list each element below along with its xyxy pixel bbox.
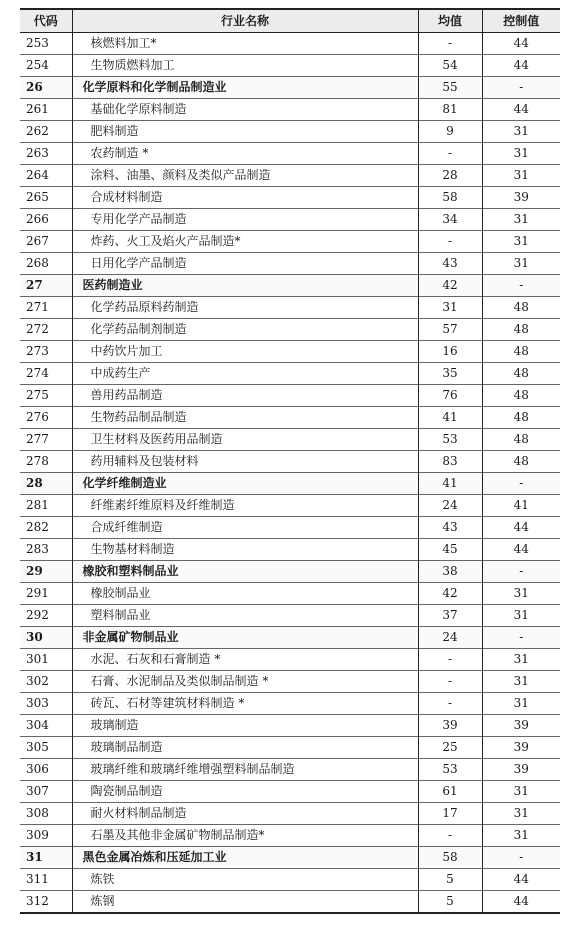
- row-avg: 5: [418, 869, 482, 891]
- row-avg: 41: [418, 473, 482, 495]
- row-code: 267: [20, 231, 72, 253]
- row-avg: -: [418, 33, 482, 55]
- row-ctrl: 44: [482, 869, 560, 891]
- row-ctrl: 48: [482, 407, 560, 429]
- row-ctrl: -: [482, 77, 560, 99]
- row-avg: 81: [418, 99, 482, 121]
- row-name: 生物质燃料加工: [72, 55, 418, 77]
- row-name: 合成材料制造: [72, 187, 418, 209]
- header-ctrl: 控制值: [482, 9, 560, 33]
- row-ctrl: 31: [482, 605, 560, 627]
- row-code: 272: [20, 319, 72, 341]
- row-ctrl: -: [482, 275, 560, 297]
- row-avg: 5: [418, 891, 482, 914]
- row-name: 黑色金属冶炼和压延加工业: [72, 847, 418, 869]
- row-code: 291: [20, 583, 72, 605]
- row-ctrl: 31: [482, 165, 560, 187]
- row-name: 涂料、油墨、颜料及类似产品制造: [72, 165, 418, 187]
- row-code: 281: [20, 495, 72, 517]
- row-ctrl: 48: [482, 319, 560, 341]
- category-row: [20, 627, 560, 649]
- table-row: [20, 539, 560, 561]
- row-name: 化学纤维制造业: [72, 473, 418, 495]
- table-row: [20, 385, 560, 407]
- row-code: 306: [20, 759, 72, 781]
- row-code: 303: [20, 693, 72, 715]
- row-code: 307: [20, 781, 72, 803]
- row-avg: 53: [418, 429, 482, 451]
- row-code: 254: [20, 55, 72, 77]
- row-avg: 38: [418, 561, 482, 583]
- row-avg: 43: [418, 253, 482, 275]
- row-avg: -: [418, 649, 482, 671]
- table-row: [20, 495, 560, 517]
- row-name: 炼钢: [72, 891, 418, 914]
- table-row: [20, 429, 560, 451]
- row-code: 31: [20, 847, 72, 869]
- row-avg: 28: [418, 165, 482, 187]
- row-code: 304: [20, 715, 72, 737]
- table-row: [20, 407, 560, 429]
- row-code: 292: [20, 605, 72, 627]
- row-avg: 25: [418, 737, 482, 759]
- row-code: 29: [20, 561, 72, 583]
- category-row: [20, 473, 560, 495]
- table-row: [20, 231, 560, 253]
- row-name: 化学药品制剂制造: [72, 319, 418, 341]
- row-code: 308: [20, 803, 72, 825]
- row-ctrl: 31: [482, 649, 560, 671]
- row-name: 纤维素纤维原料及纤维制造: [72, 495, 418, 517]
- row-avg: 83: [418, 451, 482, 473]
- row-avg: 34: [418, 209, 482, 231]
- row-code: 27: [20, 275, 72, 297]
- row-code: 278: [20, 451, 72, 473]
- row-avg: -: [418, 231, 482, 253]
- row-avg: 24: [418, 627, 482, 649]
- table-row: [20, 891, 560, 914]
- row-ctrl: 48: [482, 451, 560, 473]
- row-ctrl: 39: [482, 759, 560, 781]
- row-name: 化学药品原料药制造: [72, 297, 418, 319]
- row-ctrl: -: [482, 561, 560, 583]
- row-ctrl: 44: [482, 33, 560, 55]
- row-name: 医药制造业: [72, 275, 418, 297]
- row-name: 橡胶和塑料制品业: [72, 561, 418, 583]
- row-name: 炸药、火工及焰火产品制造*: [72, 231, 418, 253]
- row-ctrl: -: [482, 627, 560, 649]
- row-ctrl: -: [482, 473, 560, 495]
- table-row: [20, 737, 560, 759]
- table-row: [20, 55, 560, 77]
- row-avg: -: [418, 825, 482, 847]
- row-code: 261: [20, 99, 72, 121]
- row-ctrl: 31: [482, 583, 560, 605]
- table-row: [20, 583, 560, 605]
- table-row: [20, 341, 560, 363]
- row-avg: 24: [418, 495, 482, 517]
- row-avg: 45: [418, 539, 482, 561]
- row-ctrl: 31: [482, 209, 560, 231]
- table-row: [20, 253, 560, 275]
- row-name: 耐火材料制品制造: [72, 803, 418, 825]
- row-name: 中成药生产: [72, 363, 418, 385]
- row-code: 277: [20, 429, 72, 451]
- row-avg: 42: [418, 275, 482, 297]
- row-name: 玻璃制品制造: [72, 737, 418, 759]
- table-row: [20, 187, 560, 209]
- table-row: [20, 869, 560, 891]
- header-row: [20, 9, 560, 33]
- row-avg: 61: [418, 781, 482, 803]
- table-row: [20, 693, 560, 715]
- row-code: 276: [20, 407, 72, 429]
- row-ctrl: 44: [482, 539, 560, 561]
- row-name: 石膏、水泥制品及类似制品制造 *: [72, 671, 418, 693]
- table-row: [20, 517, 560, 539]
- row-code: 283: [20, 539, 72, 561]
- table-row: [20, 319, 560, 341]
- row-ctrl: 31: [482, 825, 560, 847]
- row-avg: 17: [418, 803, 482, 825]
- row-ctrl: 31: [482, 231, 560, 253]
- row-ctrl: 31: [482, 143, 560, 165]
- row-ctrl: 48: [482, 297, 560, 319]
- row-name: 石墨及其他非金属矿物制品制造*: [72, 825, 418, 847]
- table-row: [20, 781, 560, 803]
- row-avg: 42: [418, 583, 482, 605]
- row-avg: 76: [418, 385, 482, 407]
- row-ctrl: 31: [482, 803, 560, 825]
- table-header: [20, 9, 560, 33]
- row-avg: 31: [418, 297, 482, 319]
- row-ctrl: -: [482, 847, 560, 869]
- industry-table: [20, 8, 560, 914]
- table-row: [20, 825, 560, 847]
- row-name: 专用化学产品制造: [72, 209, 418, 231]
- row-ctrl: 31: [482, 781, 560, 803]
- row-ctrl: 48: [482, 341, 560, 363]
- row-avg: 58: [418, 847, 482, 869]
- row-ctrl: 44: [482, 99, 560, 121]
- row-code: 302: [20, 671, 72, 693]
- table-row: [20, 363, 560, 385]
- row-name: 塑料制品业: [72, 605, 418, 627]
- table-row: [20, 121, 560, 143]
- row-name: 玻璃纤维和玻璃纤维增强塑料制品制造: [72, 759, 418, 781]
- row-name: 橡胶制品业: [72, 583, 418, 605]
- row-avg: 39: [418, 715, 482, 737]
- table-row: [20, 649, 560, 671]
- table-row: [20, 605, 560, 627]
- row-code: 305: [20, 737, 72, 759]
- row-name: 卫生材料及医药用品制造: [72, 429, 418, 451]
- row-code: 263: [20, 143, 72, 165]
- row-ctrl: 39: [482, 737, 560, 759]
- table-row: [20, 165, 560, 187]
- row-ctrl: 48: [482, 363, 560, 385]
- row-code: 265: [20, 187, 72, 209]
- row-code: 311: [20, 869, 72, 891]
- row-ctrl: 44: [482, 517, 560, 539]
- category-row: [20, 77, 560, 99]
- table-row: [20, 803, 560, 825]
- header-name: 行业名称: [72, 9, 418, 33]
- row-name: 日用化学产品制造: [72, 253, 418, 275]
- row-name: 玻璃制造: [72, 715, 418, 737]
- header-code: 代码: [20, 9, 72, 33]
- row-code: 273: [20, 341, 72, 363]
- row-avg: 16: [418, 341, 482, 363]
- row-avg: 54: [418, 55, 482, 77]
- header-avg: 均值: [418, 9, 482, 33]
- row-name: 合成纤维制造: [72, 517, 418, 539]
- row-name: 兽用药品制造: [72, 385, 418, 407]
- row-name: 陶瓷制品制造: [72, 781, 418, 803]
- row-code: 275: [20, 385, 72, 407]
- table-body: [20, 33, 560, 914]
- row-name: 生物药品制品制造: [72, 407, 418, 429]
- row-avg: 41: [418, 407, 482, 429]
- row-avg: 55: [418, 77, 482, 99]
- row-code: 30: [20, 627, 72, 649]
- row-ctrl: 48: [482, 429, 560, 451]
- row-ctrl: 31: [482, 693, 560, 715]
- row-ctrl: 39: [482, 187, 560, 209]
- row-code: 253: [20, 33, 72, 55]
- row-name: 化学原料和化学制品制造业: [72, 77, 418, 99]
- row-avg: 53: [418, 759, 482, 781]
- row-name: 生物基材料制造: [72, 539, 418, 561]
- row-name: 基础化学原料制造: [72, 99, 418, 121]
- table-row: [20, 209, 560, 231]
- row-code: 282: [20, 517, 72, 539]
- row-code: 28: [20, 473, 72, 495]
- row-name: 肥料制造: [72, 121, 418, 143]
- row-name: 炼铁: [72, 869, 418, 891]
- table-row: [20, 297, 560, 319]
- row-code: 266: [20, 209, 72, 231]
- row-name: 农药制造 *: [72, 143, 418, 165]
- row-code: 309: [20, 825, 72, 847]
- category-row: [20, 275, 560, 297]
- table-row: [20, 715, 560, 737]
- row-name: 药用辅料及包装材料: [72, 451, 418, 473]
- row-code: 312: [20, 891, 72, 914]
- row-code: 301: [20, 649, 72, 671]
- row-name: 核燃料加工*: [72, 33, 418, 55]
- row-name: 中药饮片加工: [72, 341, 418, 363]
- row-avg: 35: [418, 363, 482, 385]
- row-avg: 37: [418, 605, 482, 627]
- row-ctrl: 44: [482, 891, 560, 914]
- row-avg: 57: [418, 319, 482, 341]
- row-ctrl: 48: [482, 385, 560, 407]
- row-code: 262: [20, 121, 72, 143]
- row-code: 268: [20, 253, 72, 275]
- row-code: 274: [20, 363, 72, 385]
- table-row: [20, 671, 560, 693]
- row-code: 271: [20, 297, 72, 319]
- row-code: 26: [20, 77, 72, 99]
- row-ctrl: 31: [482, 121, 560, 143]
- table-row: [20, 759, 560, 781]
- row-avg: -: [418, 671, 482, 693]
- table-row: [20, 451, 560, 473]
- row-avg: -: [418, 143, 482, 165]
- row-name: 水泥、石灰和石膏制造 *: [72, 649, 418, 671]
- table-row: [20, 33, 560, 55]
- table-row: [20, 99, 560, 121]
- row-avg: 43: [418, 517, 482, 539]
- row-avg: -: [418, 693, 482, 715]
- row-ctrl: 31: [482, 671, 560, 693]
- row-name: 非金属矿物制品业: [72, 627, 418, 649]
- row-avg: 58: [418, 187, 482, 209]
- table-row: [20, 143, 560, 165]
- row-avg: 9: [418, 121, 482, 143]
- row-name: 砖瓦、石材等建筑材料制造 *: [72, 693, 418, 715]
- row-code: 264: [20, 165, 72, 187]
- category-row: [20, 847, 560, 869]
- category-row: [20, 561, 560, 583]
- row-ctrl: 41: [482, 495, 560, 517]
- row-ctrl: 39: [482, 715, 560, 737]
- row-ctrl: 31: [482, 253, 560, 275]
- row-ctrl: 44: [482, 55, 560, 77]
